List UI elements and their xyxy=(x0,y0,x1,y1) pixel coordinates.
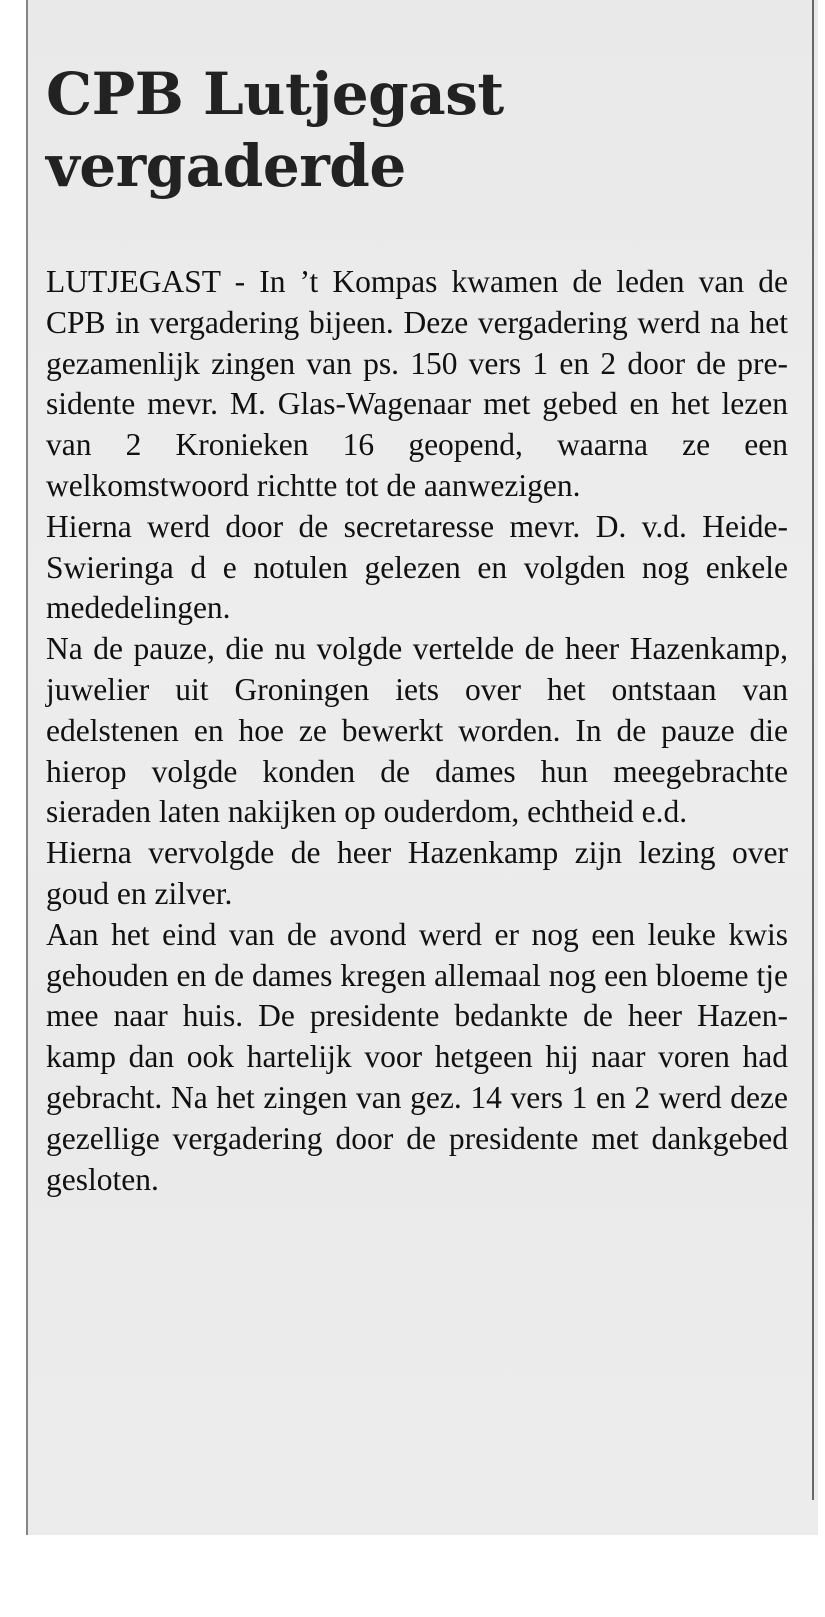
article-headline xyxy=(46,58,766,202)
article-body xyxy=(46,262,788,1200)
clipping-left-edge xyxy=(26,0,28,1535)
clipping-right-edge xyxy=(812,0,814,1500)
headline-line-1: CPB Lutjegast xyxy=(46,60,504,128)
headline-line-2: vergaderde xyxy=(46,132,406,200)
paragraph-gold-silver: Hierna vervolgde de heer Hazenkamp zijn lezing over goud en zilver. xyxy=(46,835,788,911)
paragraph-intro: LUTJEGAST - In ’t Kompas kwamen de leden van de CPB in vergadering bijeen. Deze vergadering werd na het gezamenlijk zingen van ps. 150 vers 1 en 2 door de presidente mevr. M. Glas-Wagenaar met gebed en het lezen van 2 Kronieken 16 geopend, waarna ze een welkomstwoord richtte tot de aanwezigen. xyxy=(46,264,788,503)
paragraph-minutes: Hierna werd door de secretaresse mevr. D. v.d. Heide-Swieringa d e notulen gelezen en volgden nog enkele mededelingen. xyxy=(46,508,788,626)
paragraph-closing: Aan het eind van de avond werd er nog een leuke kwis gehouden en de dames kregen allemaal nog een bloeme tje mee naar huis. De presidente bedankte de heer Hazenkamp dan ook hartelijk voor hetgeen hij naar voren had gebracht. Na het zingen van gez. 14 vers 1 en 2 werd deze gezellige vergadering door de presidente met dankgebed gesloten. xyxy=(46,916,788,1197)
paragraph-lecture: Na de pauze, die nu volgde vertelde de heer Hazenkamp, juwelier uit Groningen iets over het ontstaan van edelstenen en hoe ze bewerkt worden. In de pauze die hierop volgde konden de dames hun meegebrachte sieraden laten nakijken op ouderdom, echtheid e.d. xyxy=(46,631,788,830)
